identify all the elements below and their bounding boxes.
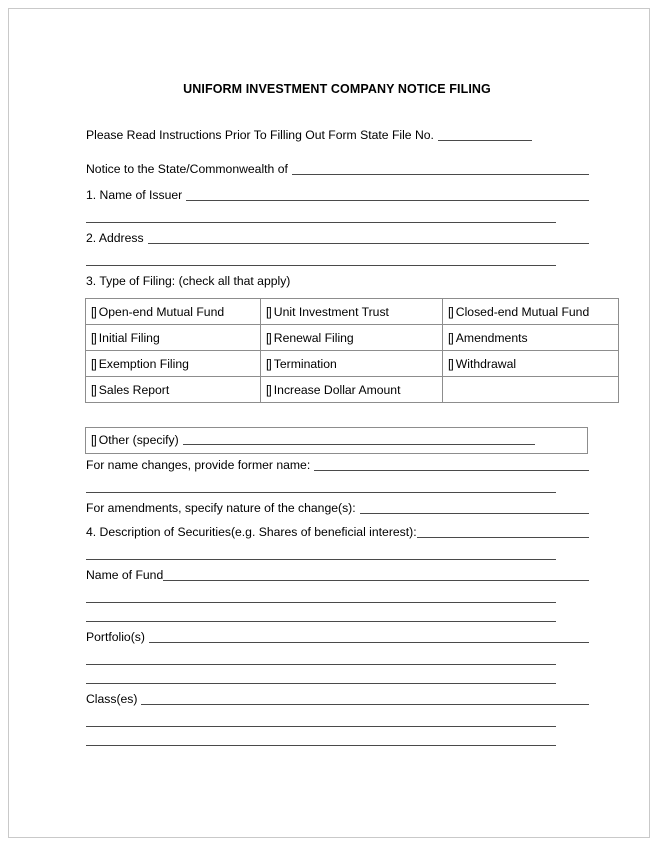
classes-row [77,691,589,708]
filing-option-label: Unit Investment Trust [273,304,389,319]
name-of-issuer-label: 1. Name of Issuer [86,188,183,202]
page-frame [8,8,650,838]
filing-option-label: Termination [273,356,337,371]
description-of-securities-label: 4. Description of Securities(e.g. Shares of beneficial interest): [86,525,417,539]
filing-option-termination[interactable] [261,351,443,377]
checkbox-icon[interactable]: [] [91,382,96,397]
former-name-blank[interactable] [314,470,589,471]
checkbox-icon[interactable]: [] [266,356,271,371]
other-specify-blank[interactable] [183,444,535,445]
checkbox-icon[interactable]: [] [266,382,271,397]
filing-option-label: Exemption Filing [98,356,189,371]
state-file-no-blank[interactable] [438,140,532,141]
address-label: 2. Address [86,231,144,245]
instructions-label: Please Read Instructions Prior To Filling Out Form State File No. [86,128,434,142]
filing-option-label: Open-end Mutual Fund [98,304,225,319]
other-specify-box[interactable] [85,427,588,454]
filing-option-increase-dollar-amount[interactable] [261,377,443,403]
name-of-fund-label: Name of Fund [86,568,164,582]
table-row [86,377,619,403]
page-title: UNIFORM INVESTMENT COMPANY NOTICE FILING [183,82,491,96]
filing-option-label: Sales Report [98,382,170,397]
filing-option-exemption-filing[interactable] [86,351,261,377]
portfolios-label: Portfolio(s) [86,630,145,644]
filing-option-label: Renewal Filing [273,330,354,345]
filing-option-withdrawal[interactable] [443,351,619,377]
classes-label: Class(es) [86,692,138,706]
name-of-fund-row [77,567,589,584]
type-of-filing-label: 3. Type of Filing: (check all that apply) [86,274,291,288]
notice-to-state-blank[interactable] [292,174,589,175]
table-row [86,351,619,377]
former-name-label: For name changes, provide former name: [86,458,311,472]
filing-option-label: Initial Filing [98,330,160,345]
filing-option-label: Closed-end Mutual Fund [455,304,590,319]
address-blank[interactable] [148,243,589,244]
address-row [77,230,589,247]
description-of-securities-row [77,524,589,541]
amendments-nature-row [77,500,589,517]
filing-option-empty-cell [443,377,619,403]
checkbox-icon[interactable]: [] [91,330,96,345]
portfolios-row [77,629,589,646]
classes-blank[interactable] [141,704,589,705]
checkbox-icon[interactable]: [] [448,356,453,371]
table-row [86,299,619,325]
state-file-no-row [77,127,589,144]
filing-option-sales-report[interactable] [86,377,261,403]
filing-option-label: Withdrawal [455,356,517,371]
checkbox-icon[interactable]: [] [448,304,453,319]
amendments-nature-blank[interactable] [360,513,589,514]
former-name-row [77,457,589,474]
checkbox-icon[interactable]: [] [266,330,271,345]
name-of-issuer-row [77,187,589,204]
document-body [77,81,589,746]
checkbox-icon[interactable]: [] [448,330,453,345]
filing-type-table [85,298,619,403]
table-row [86,325,619,351]
filing-option-closed-end-mutual-fund[interactable] [443,299,619,325]
filing-option-label: Increase Dollar Amount [273,382,401,397]
classes-blank-line-3[interactable] [86,745,556,746]
description-of-securities-blank[interactable] [417,537,589,538]
filing-option-unit-investment-trust[interactable] [261,299,443,325]
amendments-nature-label: For amendments, specify nature of the change(s): [86,501,356,515]
notice-to-state-row [77,161,589,178]
filing-option-open-end-mutual-fund[interactable] [86,299,261,325]
checkbox-icon[interactable]: [] [91,433,96,447]
checkbox-icon[interactable]: [] [91,304,96,319]
filing-option-renewal-filing[interactable] [261,325,443,351]
filing-option-amendments[interactable] [443,325,619,351]
name-of-issuer-blank[interactable] [186,200,589,201]
notice-to-state-label: Notice to the State/Commonwealth of [86,162,288,176]
filing-option-label: Amendments [455,330,528,345]
name-of-fund-blank[interactable] [163,580,589,581]
filing-option-initial-filing[interactable] [86,325,261,351]
checkbox-icon[interactable]: [] [266,304,271,319]
other-specify-label: Other (specify) [98,433,179,447]
checkbox-icon[interactable]: [] [91,356,96,371]
portfolios-blank[interactable] [149,642,589,643]
